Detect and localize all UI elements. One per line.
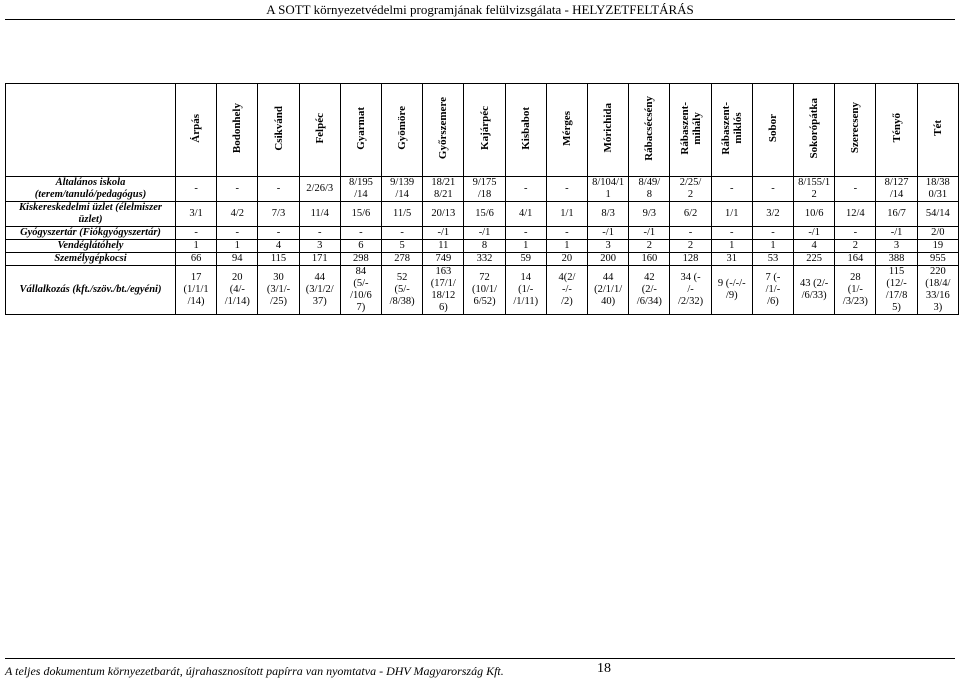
table-cell: 8/104/1 1	[588, 177, 629, 202]
table-cell: 3	[588, 240, 629, 253]
table-cell: 84 (5/- /10/6 7)	[340, 266, 381, 315]
table-cell: 164	[835, 253, 876, 266]
row-label: Általános iskola (terem/tanuló/pedagógus)	[6, 177, 176, 202]
table-cell: 9 (-/-/- /9)	[711, 266, 752, 315]
table-body	[6, 177, 959, 315]
column-header	[299, 84, 340, 177]
table-cell: 43 (2/- /6/33)	[794, 266, 835, 315]
table-cell: 11/4	[299, 202, 340, 227]
table-cell: 749	[423, 253, 464, 266]
table-cell: 52 (5/- /8/38)	[382, 266, 423, 315]
corner-cell	[6, 84, 176, 177]
table-cell: 34 (- /- /2/32)	[670, 266, 711, 315]
table-cell: 2/26/3	[299, 177, 340, 202]
table-cell: -	[258, 227, 299, 240]
table-cell: 19	[917, 240, 958, 253]
table-cell: 2/0	[917, 227, 958, 240]
table-cell: 4	[258, 240, 299, 253]
table-cell: 16/7	[876, 202, 917, 227]
table-cell: 15/6	[340, 202, 381, 227]
table-cell: 12/4	[835, 202, 876, 227]
table-cell: 5	[382, 240, 423, 253]
row-label: Gyógyszertár (Fiókgyógyszertár)	[6, 227, 176, 240]
table-cell: 1/1	[546, 202, 587, 227]
table-cell: -	[340, 227, 381, 240]
table-cell: 11	[423, 240, 464, 253]
table-cell: -	[382, 227, 423, 240]
column-header-label: Rábacsécsény	[643, 95, 656, 161]
column-header-label: Tényő	[890, 113, 903, 143]
table-row	[6, 240, 959, 253]
column-header	[340, 84, 381, 177]
table-cell: -	[752, 177, 793, 202]
table-cell: 163 (17/1/ 18/12 6)	[423, 266, 464, 315]
column-header	[505, 84, 546, 177]
column-header-label: Tét	[931, 120, 944, 136]
column-header	[711, 84, 752, 177]
table-cell: -	[505, 177, 546, 202]
column-header-label: Csikvánd	[272, 105, 285, 151]
table-cell: 1	[505, 240, 546, 253]
table-cell: -	[711, 227, 752, 240]
table-cell: 2	[670, 240, 711, 253]
column-header	[464, 84, 505, 177]
page-number: 18	[597, 661, 611, 676]
column-header-label: Mórichida	[602, 103, 615, 153]
table-cell: -	[835, 177, 876, 202]
column-header	[876, 84, 917, 177]
table-cell: 115 (12/- /17/8 5)	[876, 266, 917, 315]
table-cell: -	[176, 177, 217, 202]
table-cell: 7/3	[258, 202, 299, 227]
table-cell: 18/21 8/21	[423, 177, 464, 202]
column-header-label: Kajárpéc	[478, 106, 491, 150]
table-cell: 8/127 /14	[876, 177, 917, 202]
column-header	[546, 84, 587, 177]
column-header	[217, 84, 258, 177]
table-cell: 4/1	[505, 202, 546, 227]
table-cell: 18/38 0/31	[917, 177, 958, 202]
table-cell: -	[217, 227, 258, 240]
table-cell: 278	[382, 253, 423, 266]
column-header-label: Sobor	[766, 113, 779, 143]
row-label: Vendéglátóhely	[6, 240, 176, 253]
table-cell: 66	[176, 253, 217, 266]
table-cell: 220 (18/4/ 33/16 3)	[917, 266, 958, 315]
header-divider	[5, 19, 955, 20]
table-cell: 1	[711, 240, 752, 253]
column-header-label: Bodonhely	[231, 102, 244, 154]
table-cell: 955	[917, 253, 958, 266]
table-cell: 388	[876, 253, 917, 266]
table-cell: 8/195 /14	[340, 177, 381, 202]
table-cell: -	[176, 227, 217, 240]
table-cell: 42 (2/- /6/34)	[629, 266, 670, 315]
table-cell: -/1	[794, 227, 835, 240]
table-cell: 200	[588, 253, 629, 266]
column-header-label: Árpás	[190, 113, 203, 143]
column-header-row	[6, 84, 959, 177]
table-cell: 72 (10/1/ 6/52)	[464, 266, 505, 315]
table-cell: 94	[217, 253, 258, 266]
table-cell: 54/14	[917, 202, 958, 227]
row-label: Vállalkozás (kft./szöv./bt./egyéni)	[6, 266, 176, 315]
table-cell: 1	[752, 240, 793, 253]
table-row	[6, 202, 959, 227]
row-label: Kiskereskedelmi üzlet (élelmiszer üzlet)	[6, 202, 176, 227]
statistics-table	[5, 83, 959, 315]
table-cell: 2/25/ 2	[670, 177, 711, 202]
column-header	[752, 84, 793, 177]
table-row	[6, 253, 959, 266]
table-cell: 14 (1/- /1/11)	[505, 266, 546, 315]
page-header: A SOTT környezetvédelmi programjának felülvizsgálata - HELYZETFELTÁRÁS	[266, 2, 694, 17]
column-header	[917, 84, 958, 177]
table-cell: 28 (1/- /3/23)	[835, 266, 876, 315]
table-cell: 7 (- /1/- /6)	[752, 266, 793, 315]
table-cell: 15/6	[464, 202, 505, 227]
table-cell: 8/3	[588, 202, 629, 227]
column-header-label: Rábaszent- miklós	[719, 101, 744, 155]
table-cell: 2	[835, 240, 876, 253]
table-cell: -	[299, 227, 340, 240]
table-cell: 4/2	[217, 202, 258, 227]
row-label: Személygépkocsi	[6, 253, 176, 266]
table-cell: -/1	[629, 227, 670, 240]
table-cell: 160	[629, 253, 670, 266]
table-cell: 9/175 /18	[464, 177, 505, 202]
table-cell: 6/2	[670, 202, 711, 227]
table-cell: 1/1	[711, 202, 752, 227]
footer-text: A teljes dokumentum környezetbarát, újrahasznosított papírra van nyomtatva - DHV Magyarország Kft.	[5, 664, 504, 678]
table-cell: 44 (3/1/2/ 37)	[299, 266, 340, 315]
column-header	[629, 84, 670, 177]
table-cell: 298	[340, 253, 381, 266]
table-cell: 4	[794, 240, 835, 253]
column-header-label: Sokorópátka	[808, 97, 821, 159]
table-cell: 115	[258, 253, 299, 266]
column-header	[670, 84, 711, 177]
column-header	[423, 84, 464, 177]
column-header	[835, 84, 876, 177]
column-header-label: Rábaszent- mihály	[678, 101, 703, 155]
table-cell: 30 (3/1/- /25)	[258, 266, 299, 315]
column-header	[794, 84, 835, 177]
column-header-label: Szerecseny	[849, 102, 862, 154]
table-cell: -	[711, 177, 752, 202]
table-cell: -/1	[876, 227, 917, 240]
table-cell: 128	[670, 253, 711, 266]
table-cell: 53	[752, 253, 793, 266]
table-cell: 20 (4/- /1/14)	[217, 266, 258, 315]
table-cell: -	[835, 227, 876, 240]
table-cell: -	[258, 177, 299, 202]
table-row	[6, 177, 959, 202]
table-cell: 3/2	[752, 202, 793, 227]
footer-divider	[5, 658, 955, 659]
table-cell: 17 (1/1/1 /14)	[176, 266, 217, 315]
table-row	[6, 227, 959, 240]
column-header	[176, 84, 217, 177]
table-cell: 225	[794, 253, 835, 266]
table-cell: -	[546, 227, 587, 240]
column-header-label: Mérges	[560, 110, 573, 146]
table-cell: 10/6	[794, 202, 835, 227]
table-cell: 11/5	[382, 202, 423, 227]
table-cell: -/1	[588, 227, 629, 240]
table-cell: 9/139 /14	[382, 177, 423, 202]
table-row	[6, 266, 959, 315]
table-cell: 332	[464, 253, 505, 266]
table-cell: 1	[176, 240, 217, 253]
table-cell: -	[217, 177, 258, 202]
table-cell: 4(2/ -/- /2)	[546, 266, 587, 315]
table-cell: -	[752, 227, 793, 240]
column-header-label: Gyömöre	[396, 106, 409, 150]
table-cell: 9/3	[629, 202, 670, 227]
column-header-label: Győrszemere	[437, 96, 450, 160]
column-header	[588, 84, 629, 177]
table-cell: -/1	[464, 227, 505, 240]
column-header-label: Gyarmat	[354, 106, 367, 150]
column-header-label: Felpéc	[313, 112, 326, 144]
table-cell: 2	[629, 240, 670, 253]
table-cell: 31	[711, 253, 752, 266]
table-cell: -	[670, 227, 711, 240]
table-cell: 59	[505, 253, 546, 266]
table-cell: 171	[299, 253, 340, 266]
column-header	[382, 84, 423, 177]
table-cell: 44 (2/1/1/ 40)	[588, 266, 629, 315]
table-cell: 3	[876, 240, 917, 253]
table-cell: 6	[340, 240, 381, 253]
table-cell: 8/49/ 8	[629, 177, 670, 202]
table-cell: 1	[217, 240, 258, 253]
table-cell: 3	[299, 240, 340, 253]
table-cell: 1	[546, 240, 587, 253]
table-cell: 8	[464, 240, 505, 253]
table-cell: 8/155/1 2	[794, 177, 835, 202]
column-header-label: Kisbabot	[519, 106, 532, 150]
table-cell: -	[546, 177, 587, 202]
table-cell: -/1	[423, 227, 464, 240]
table-cell: -	[505, 227, 546, 240]
column-header	[258, 84, 299, 177]
table-cell: 20	[546, 253, 587, 266]
table-cell: 20/13	[423, 202, 464, 227]
table-cell: 3/1	[176, 202, 217, 227]
